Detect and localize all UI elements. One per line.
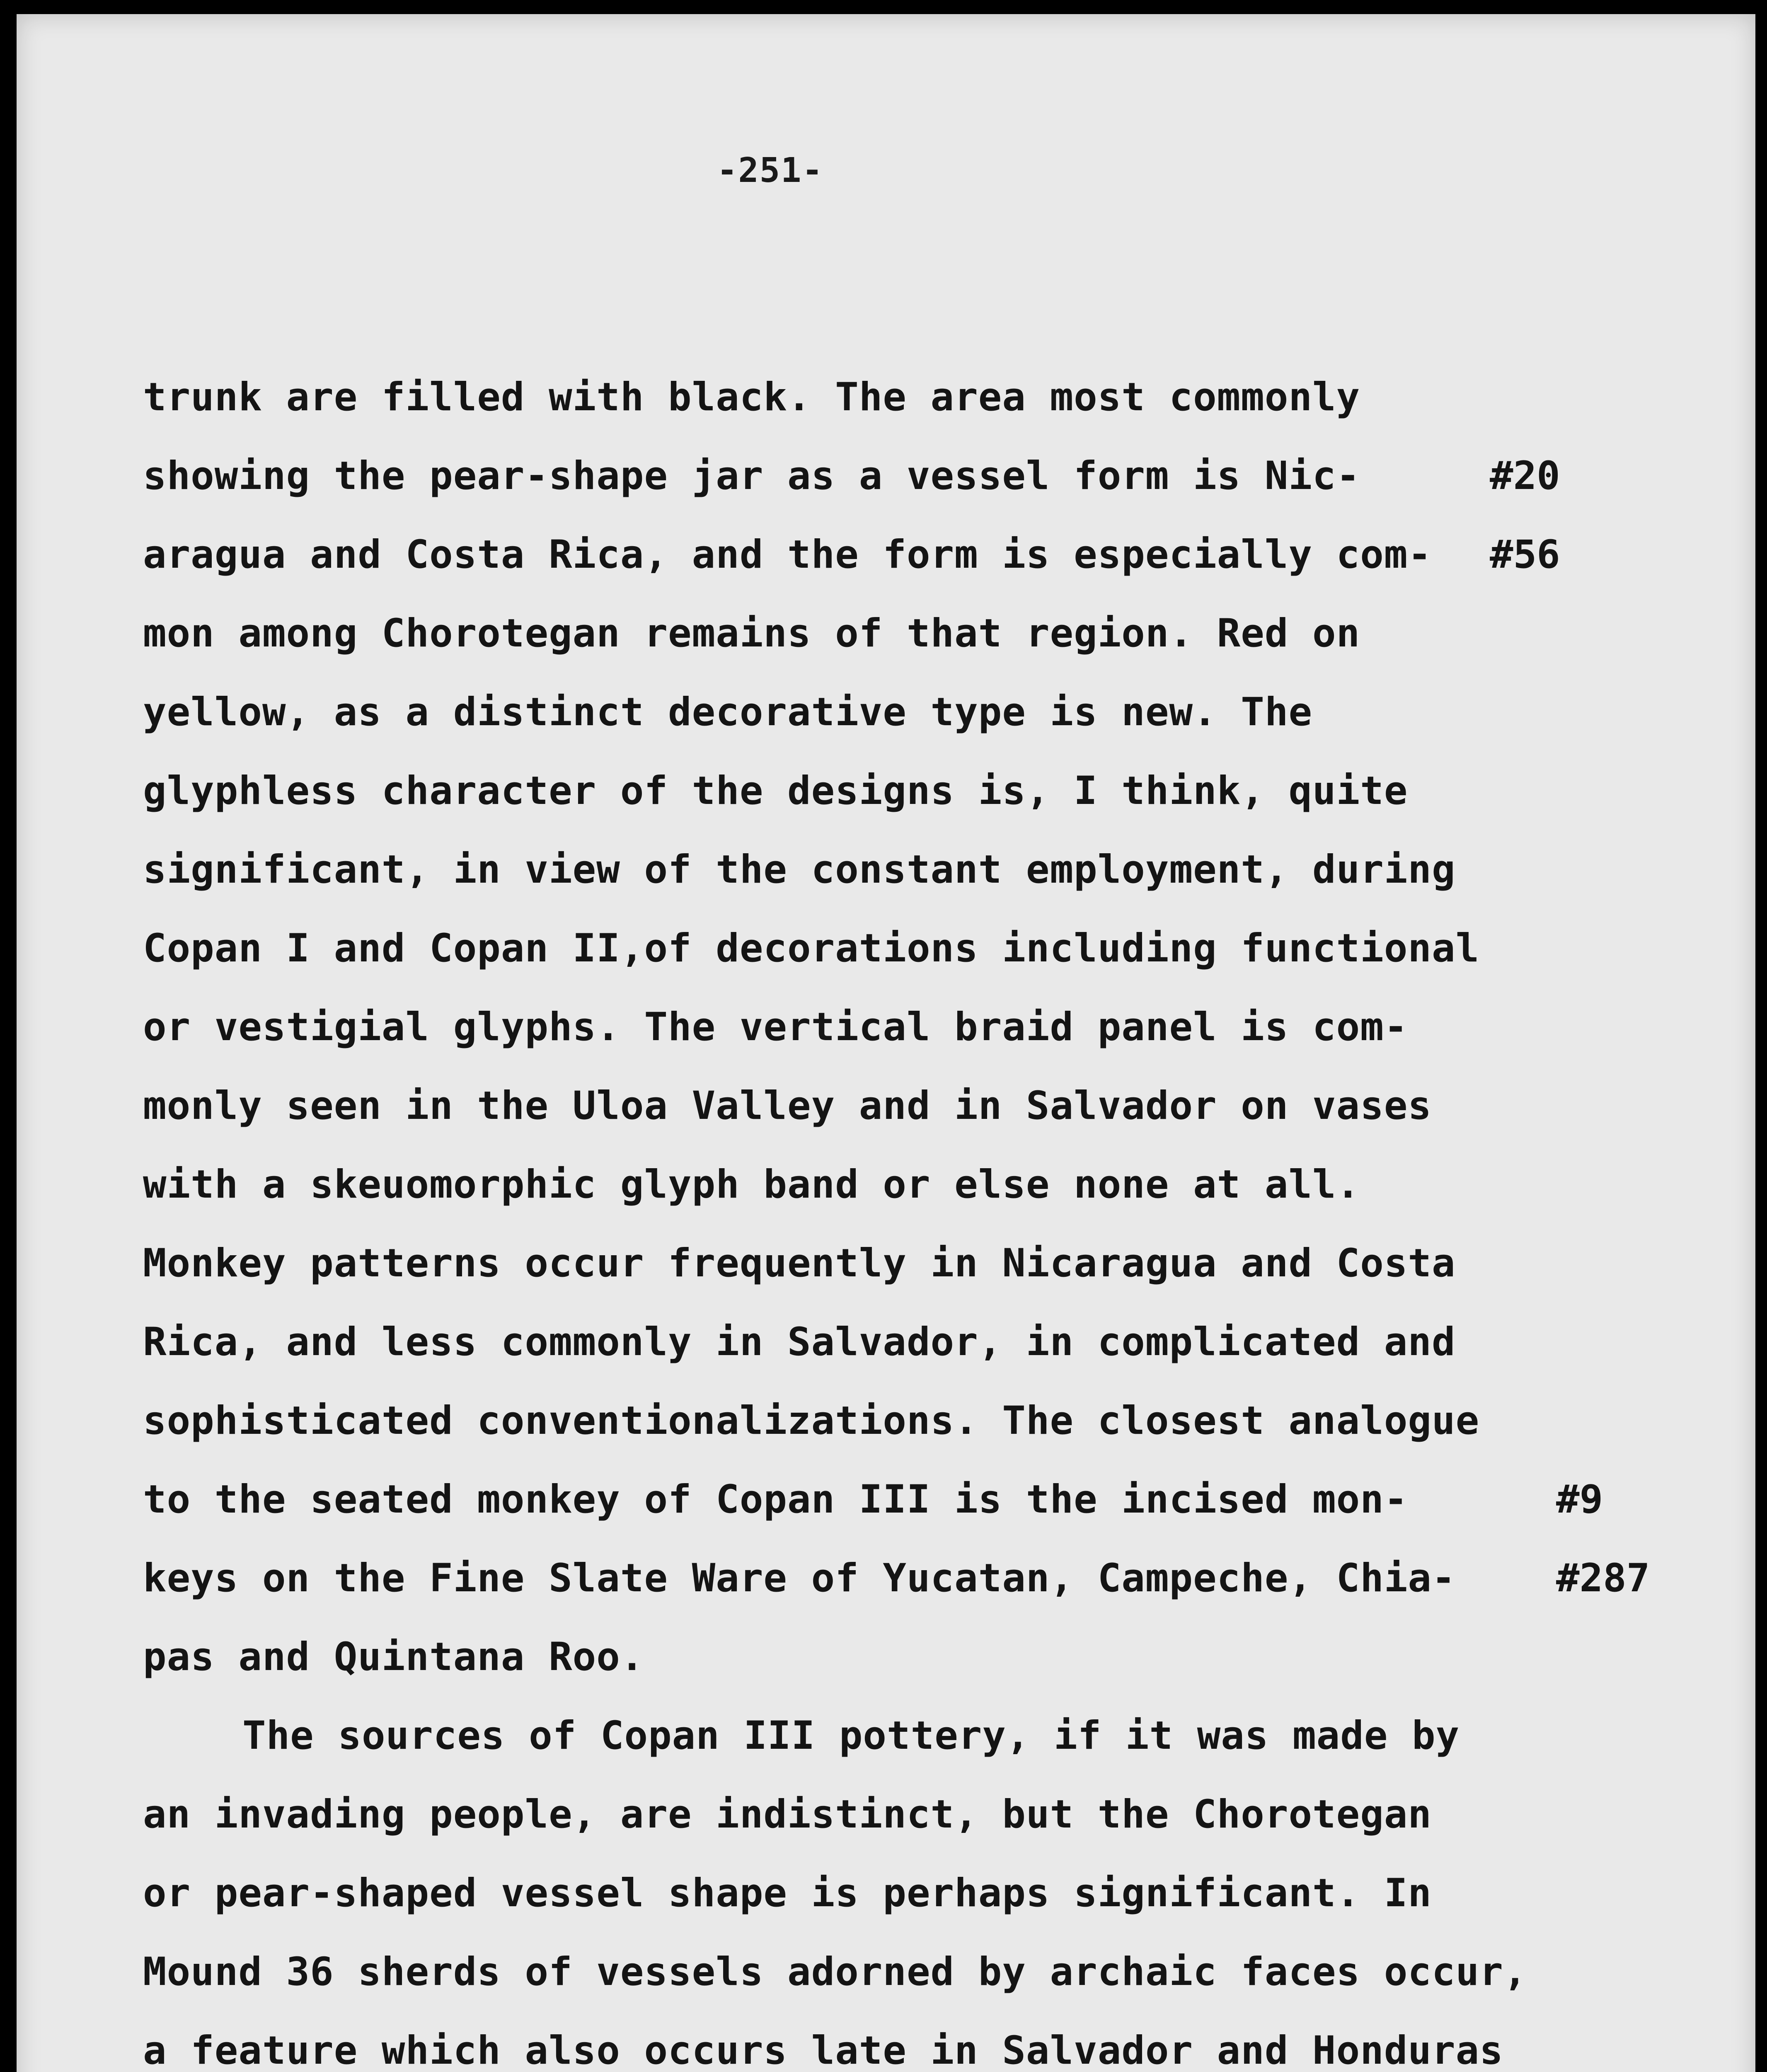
text-line: sophisticated conventionalizations. The closest analogue — [143, 1398, 1480, 1443]
text-line: pas and Quintana Roo. — [143, 1634, 644, 1680]
text-line: Rica, and less commonly in Salvador, in complicated and — [143, 1319, 1456, 1365]
text-line: showing the pear-shape jar as a vessel form is Nic- — [143, 453, 1360, 499]
margin-reference: #9 — [1556, 1477, 1603, 1522]
text-line: with a skeuomorphic glyph band or else none at all. — [143, 1162, 1360, 1207]
margin-reference: #287 — [1556, 1556, 1650, 1601]
margin-reference: #56 — [1490, 532, 1560, 577]
text-line: or vestigial glyphs. The vertical braid panel is com- — [143, 1005, 1408, 1050]
text-line: Monkey patterns occur frequently in Nicaragua and Costa — [143, 1241, 1456, 1286]
text-line: keys on the Fine Slate Ware of Yucatan, Campeche, Chia- — [143, 1556, 1456, 1601]
text-line: significant, in view of the constant employment, during — [143, 847, 1456, 892]
document-page — [17, 14, 1755, 2072]
page-number: -251- — [717, 151, 823, 190]
text-line: trunk are filled with black. The area most commonly — [143, 375, 1360, 420]
text-line: monly seen in the Uloa Valley and in Salvador on vases — [143, 1083, 1432, 1128]
margin-reference: #20 — [1490, 453, 1560, 499]
text-line: yellow, as a distinct decorative type is new. The — [143, 690, 1313, 735]
text-line: to the seated monkey of Copan III is the incised mon- — [143, 1477, 1408, 1522]
text-line: or pear-shaped vessel shape is perhaps significant. In — [143, 1871, 1432, 1916]
text-line: The sources of Copan III pottery, if it was made by — [242, 1713, 1460, 1758]
text-line: an invading people, are indistinct, but the Chorotegan — [143, 1792, 1432, 1837]
text-line: a feature which also occurs late in Salvador and Honduras — [143, 2028, 1503, 2072]
text-line: glyphless character of the designs is, I think, quite — [143, 768, 1408, 813]
text-line: Mound 36 sherds of vessels adorned by archaic faces occur, — [143, 1949, 1527, 1995]
text-line: aragua and Costa Rica, and the form is especially com- — [143, 532, 1432, 577]
text-line: Copan I and Copan II,of decorations including functional — [143, 926, 1480, 971]
text-line: mon among Chorotegan remains of that region. Red on — [143, 611, 1360, 656]
